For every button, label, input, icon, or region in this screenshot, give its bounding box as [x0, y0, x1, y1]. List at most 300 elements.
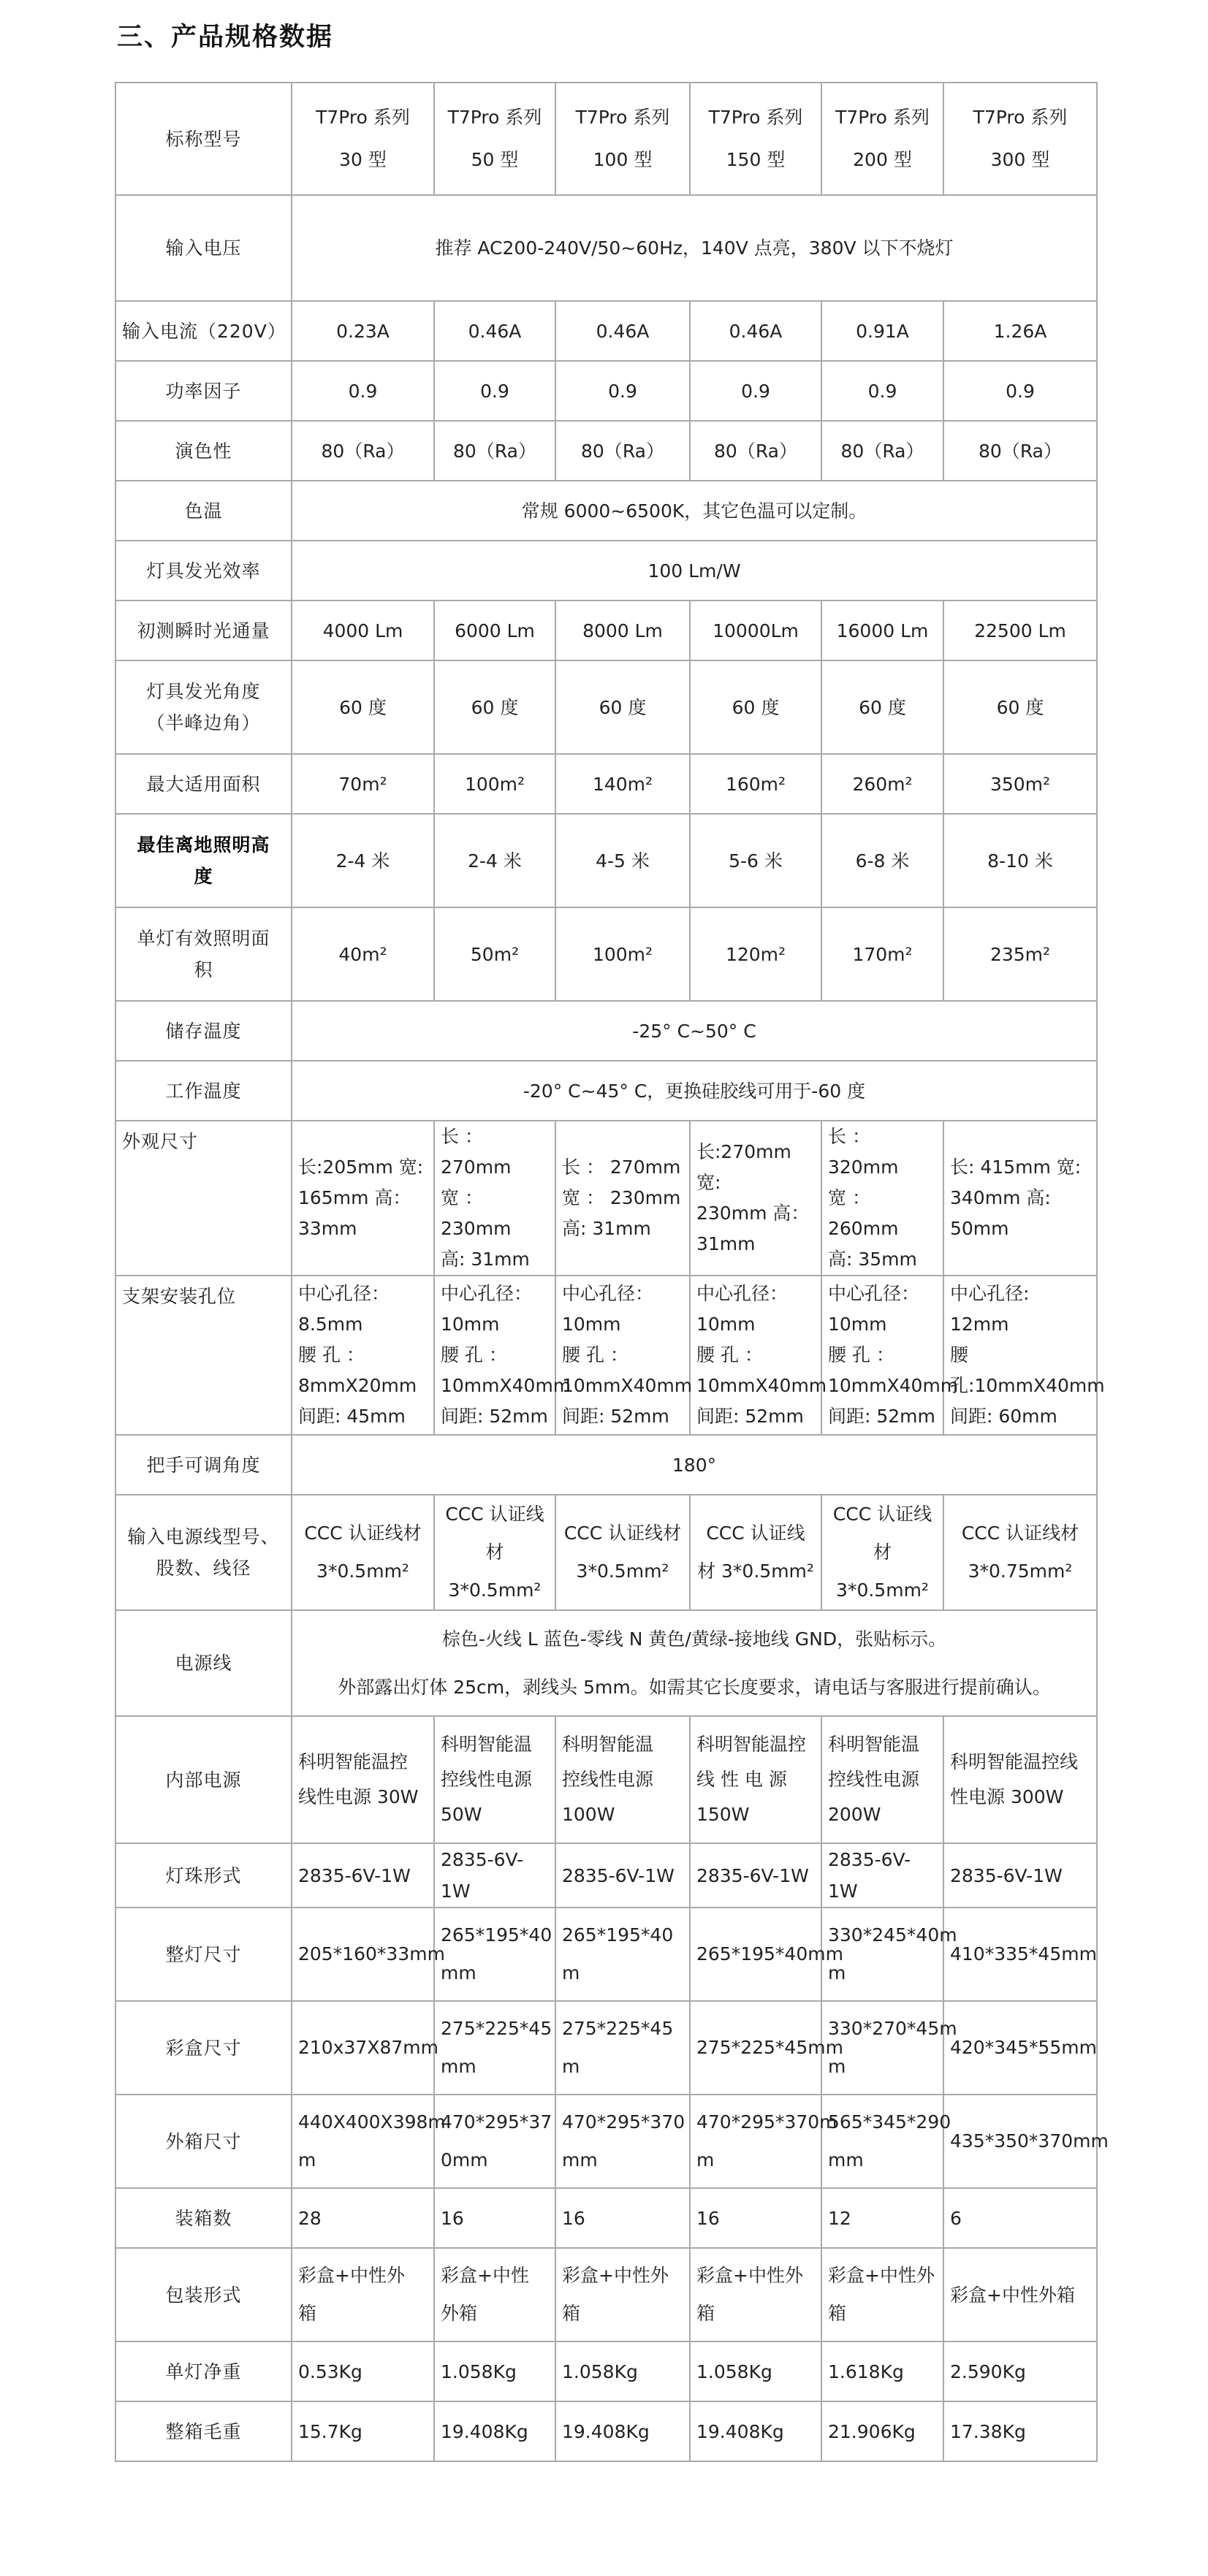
cell-line: 宽 ： 260mm: [828, 1187, 899, 1239]
cell-line: 470*295*370m: [696, 2111, 837, 2133]
row-label: [115, 301, 292, 361]
cell-line: 0.46A: [729, 320, 783, 342]
value-cell: [292, 2401, 434, 2461]
merged-value-cell: [292, 481, 1097, 541]
cell-line: 0.23A: [336, 320, 390, 342]
cell-line: 间距: 52mm: [696, 1406, 804, 1427]
value-cell: [821, 2095, 951, 2188]
cell-line: 彩盒尺寸: [165, 2037, 242, 2059]
value-cell: [555, 361, 690, 421]
cell-line: 股数、线径: [156, 1558, 251, 1579]
cell-line: 腰 孔 ：: [696, 1344, 763, 1365]
cell-line: 积: [194, 959, 213, 980]
cell-line: 灯珠形式: [165, 1864, 242, 1886]
value-cell: [555, 2001, 690, 2095]
cell-line: 材 3*0.5mm²: [697, 1561, 814, 1582]
value-cell: [555, 421, 690, 481]
cell-line: 470*295*37: [441, 2111, 552, 2133]
cell-line: 0.91A: [856, 320, 909, 342]
cell-line: CCC 认证线材: [304, 1523, 422, 1544]
cell-line: 0.9: [867, 380, 897, 402]
value-cell: [821, 907, 943, 1001]
cell-line: 输入电流（220V）: [122, 320, 286, 342]
value-cell: [690, 1843, 821, 1908]
cell-line: 235m²: [989, 943, 1051, 965]
table-row: [115, 814, 1097, 907]
cell-line: -20° C~45° C，更换硅胶线可用于-60 度: [523, 1080, 866, 1102]
cell-line: 2835-6V-1W: [696, 1864, 809, 1886]
value-cell: [555, 814, 690, 907]
cell-line: 腰 孔 ：: [828, 1344, 894, 1365]
cell-line: 16: [696, 2207, 720, 2229]
value-cell: [434, 814, 555, 907]
cell-line: 长 ： 270mm: [441, 1126, 512, 1178]
cell-line: m: [298, 2149, 316, 2171]
cell-line: 长: 415mm 宽:: [950, 1156, 1082, 1178]
value-cell: [821, 754, 943, 814]
cell-line: 腰 孔 ：: [298, 1344, 365, 1365]
value-cell: [434, 2188, 555, 2248]
value-cell: [292, 814, 434, 907]
merged-value-cell: [292, 1610, 1097, 1716]
value-cell: [555, 1276, 693, 1435]
value-cell: [821, 1716, 943, 1843]
cell-line: 50 型: [471, 149, 519, 170]
cell-line: mm: [828, 2149, 864, 2171]
table-row: [115, 2401, 1097, 2461]
cell-line: 度: [194, 866, 213, 887]
row-label: [115, 83, 292, 195]
value-cell: [690, 601, 821, 660]
cell-line: 中心孔径：: [562, 1283, 654, 1304]
cell-line: 材 3*0.5mm²: [448, 1542, 542, 1601]
value-cell: [943, 1843, 1097, 1908]
value-cell: [434, 1908, 555, 2001]
value-cell: [434, 1276, 571, 1435]
cell-line: 33mm: [298, 1218, 357, 1239]
value-cell: [943, 2001, 1097, 2095]
cell-line: 2835-6V-1W: [441, 1849, 524, 1902]
value-cell: [690, 421, 821, 481]
cell-line: 160m²: [725, 773, 786, 795]
cell-line: 输入电源线型号、: [127, 1526, 280, 1547]
cell-line: 17.38Kg: [950, 2420, 1026, 2442]
cell-line: 线性电源 30W: [298, 1786, 419, 1807]
cell-line: 最大适用面积: [146, 773, 261, 795]
cell-line: 功率因子: [165, 380, 242, 402]
cell-line: 腰 孔 ：: [562, 1344, 628, 1365]
table-row: [115, 1435, 1097, 1495]
value-cell: [690, 2001, 843, 2095]
value-cell: [821, 1276, 959, 1435]
cell-line: 200W: [828, 1804, 881, 1825]
table-row: [115, 2341, 1097, 2401]
cell-line: 8000 Lm: [582, 620, 663, 641]
cell-line: 彩盒+中性外: [828, 2265, 935, 2286]
table-row: [115, 1001, 1097, 1061]
cell-line: 灯具发光角度: [146, 681, 261, 702]
cell-line: 21.906Kg: [828, 2420, 916, 2442]
cell-line: 435*350*370mm: [950, 2130, 1109, 2152]
merged-value-cell: [292, 541, 1097, 601]
cell-line: 10mm: [828, 1314, 887, 1335]
row-label: [115, 2341, 292, 2401]
cell-line: 2-4 米: [335, 850, 390, 872]
row-label: [115, 1843, 292, 1908]
cell-line: 科明智能温: [562, 1734, 654, 1755]
table-row: [115, 2095, 1097, 2188]
row-label: [115, 1121, 292, 1276]
value-cell: [821, 2341, 943, 2401]
cell-line: 60 度: [471, 696, 519, 718]
cell-line: 长 ： 320mm: [828, 1126, 899, 1178]
cell-line: 初测瞬时光通量: [137, 620, 270, 641]
cell-line: 28: [298, 2207, 322, 2229]
cell-line: 60 度: [859, 696, 906, 718]
row-label: [115, 1908, 292, 2001]
cell-line: 120m²: [725, 943, 786, 965]
cell-line: m: [696, 2149, 715, 2171]
cell-line: 0.9: [348, 380, 378, 402]
value-cell: [555, 1121, 690, 1276]
value-cell: [690, 2341, 821, 2401]
model-header-cell: [943, 83, 1097, 195]
value-cell: [555, 2095, 690, 2188]
cell-line: mm: [562, 2149, 598, 2171]
value-cell: [943, 1121, 1097, 1276]
value-cell: [292, 754, 434, 814]
row-label: [115, 1716, 292, 1843]
cell-line: 15.7Kg: [298, 2420, 362, 2442]
row-label: [115, 2401, 292, 2461]
table-row: [115, 83, 1097, 195]
table-row: [115, 481, 1097, 541]
cell-line: 支架安装孔位: [122, 1286, 237, 1307]
cell-line: 10mmX40mm: [828, 1375, 959, 1396]
cell-line: 把手可调角度: [146, 1454, 261, 1476]
value-cell: [943, 301, 1097, 361]
cell-line: 30 型: [339, 149, 387, 170]
cell-line: 间距: 52mm: [562, 1406, 669, 1427]
table-row: [115, 1908, 1097, 2001]
row-label: [115, 2001, 292, 2095]
cell-line: 8-10 米: [987, 850, 1053, 872]
cell-line: 330*270*45m: [828, 2018, 957, 2039]
cell-line: 340mm 高: 50mm: [950, 1187, 1051, 1239]
cell-line: 3*0.5mm²: [316, 1561, 409, 1582]
cell-line: 外观尺寸: [122, 1131, 199, 1152]
value-cell: [690, 1276, 827, 1435]
value-cell: [434, 754, 555, 814]
value-cell: [292, 2188, 434, 2248]
value-cell: [555, 2401, 690, 2461]
cell-line: m: [562, 1962, 580, 1984]
value-cell: [555, 907, 690, 1001]
cell-line: 整灯尺寸: [165, 1943, 242, 1965]
value-cell: [434, 421, 555, 481]
cell-line: 2835-6V-1W: [828, 1849, 911, 1902]
model-header-cell: [292, 83, 434, 195]
cell-line: 控线性电源: [441, 1769, 533, 1790]
cell-line: 0.9: [1006, 380, 1035, 402]
value-cell: [434, 1495, 555, 1610]
cell-line: 1.26A: [993, 320, 1047, 342]
spec-table: [115, 82, 1109, 2462]
row-label: [115, 1001, 292, 1061]
value-cell: [555, 2188, 690, 2248]
value-cell: [821, 2248, 943, 2341]
cell-line: 565*345*290: [828, 2111, 951, 2133]
value-cell: [555, 1495, 690, 1610]
value-cell: [292, 361, 434, 421]
cell-line: 长 ： 270mm: [562, 1156, 681, 1178]
cell-line: 0.9: [480, 380, 509, 402]
cell-line: 电源线: [175, 1653, 232, 1674]
cell-line: 0mm: [441, 2149, 488, 2171]
value-cell: [690, 1495, 821, 1610]
cell-line: 中心孔径：: [298, 1283, 390, 1304]
cell-line: 0.46A: [596, 320, 650, 342]
row-label: [115, 2095, 292, 2188]
cell-line: 宽 ： 230mm: [562, 1187, 681, 1208]
cell-line: 210x37X87mm: [298, 2037, 438, 2058]
table-row: [115, 1276, 1097, 1435]
cell-line: -25° C~50° C: [632, 1020, 756, 1042]
value-cell: [943, 754, 1097, 814]
cell-line: T7Pro 系列: [973, 107, 1068, 128]
value-cell: [434, 2341, 555, 2401]
cell-line: 6-8 米: [855, 850, 910, 872]
table-row: [115, 301, 1097, 361]
cell-line: 间距: 52mm: [828, 1406, 935, 1427]
cell-line: 440X400X398m: [298, 2111, 446, 2133]
value-cell: [943, 2188, 1097, 2248]
value-cell: [821, 1908, 957, 2001]
model-header-cell: [434, 83, 555, 195]
cell-line: 80（Ra）: [321, 440, 405, 462]
value-cell: [821, 421, 943, 481]
merged-value-cell: [292, 1061, 1097, 1121]
cell-line: 单灯有效照明面: [137, 928, 270, 949]
cell-line: 180°: [672, 1454, 717, 1476]
value-cell: [943, 1908, 1097, 2001]
cell-line: CCC 认证线: [832, 1504, 932, 1525]
value-cell: [434, 2001, 555, 2095]
row-label: [115, 541, 292, 601]
value-cell: [434, 907, 555, 1001]
cell-line: 100 型: [593, 149, 653, 170]
table-row: [115, 601, 1097, 660]
value-cell: [434, 361, 555, 421]
cell-line: 科明智能温控: [696, 1734, 807, 1755]
table-row: [115, 421, 1097, 481]
table-row: [115, 1121, 1097, 1276]
value-cell: [821, 2001, 957, 2095]
cell-line: T7Pro 系列: [835, 107, 930, 128]
cell-line: CCC 认证线: [706, 1523, 805, 1544]
value-cell: [292, 2095, 446, 2188]
cell-line: 彩盒+中性外: [562, 2265, 669, 2286]
row-label: [115, 754, 292, 814]
model-header-cell: [555, 83, 690, 195]
cell-line: T7Pro 系列: [708, 107, 803, 128]
cell-line: T7Pro 系列: [316, 107, 410, 128]
value-cell: [690, 754, 821, 814]
value-cell: [292, 1276, 434, 1435]
cell-line: 60 度: [339, 696, 387, 718]
cell-line: 储存温度: [165, 1020, 242, 1042]
value-cell: [690, 814, 821, 907]
value-cell: [943, 1495, 1097, 1610]
cell-line: 1.058Kg: [696, 2360, 772, 2382]
cell-line: 内部电源: [165, 1769, 242, 1791]
cell-line: 箱: [298, 2303, 317, 2324]
cell-line: 腰孔:10mmX40mm: [950, 1344, 1105, 1396]
table-row: [115, 754, 1097, 814]
cell-line: 高: 31mm: [562, 1218, 651, 1239]
cell-line: 80（Ra）: [840, 440, 924, 462]
value-cell: [943, 660, 1097, 754]
cell-line: 2835-6V-1W: [298, 1864, 411, 1886]
table-row: [115, 1843, 1097, 1908]
value-cell: [292, 421, 434, 481]
cell-line: m: [828, 1962, 846, 1984]
value-cell: [292, 907, 434, 1001]
row-label: [115, 601, 292, 660]
value-cell: [434, 660, 555, 754]
value-cell: [821, 1495, 943, 1610]
value-cell: [434, 2248, 555, 2341]
cell-line: 19.408Kg: [562, 2420, 650, 2442]
cell-line: 19.408Kg: [441, 2420, 528, 2442]
row-label: [115, 1276, 292, 1435]
cell-line: 1.058Kg: [562, 2360, 638, 2382]
table-row: [115, 2248, 1097, 2341]
cell-line: 16: [562, 2207, 585, 2229]
cell-line: 腰 孔 ：: [441, 1344, 507, 1365]
cell-line: 最佳离地照明高: [137, 834, 270, 856]
merged-value-cell: [292, 1435, 1097, 1495]
cell-line: 整箱毛重: [165, 2420, 242, 2442]
cell-line: 100W: [562, 1804, 615, 1825]
value-cell: [292, 1495, 434, 1610]
cell-line: 2835-6V-1W: [950, 1864, 1063, 1886]
cell-line: 12: [828, 2207, 851, 2229]
row-label: [115, 481, 292, 541]
cell-line: 265*195*40: [441, 1924, 552, 1946]
cell-line: 265*195*40mm: [696, 1943, 843, 1965]
cell-line: 10mmX40mm: [441, 1375, 571, 1396]
cell-line: 0.46A: [468, 320, 522, 342]
cell-line: 科明智能温控: [298, 1751, 409, 1772]
cell-line: 彩盒+中性外箱: [950, 2284, 1075, 2306]
row-label: [115, 660, 292, 754]
value-cell: [690, 2248, 821, 2341]
cell-line: 宽 ： 230mm: [441, 1187, 512, 1239]
cell-line: 控线性电源: [562, 1769, 654, 1790]
row-label: [115, 1061, 292, 1121]
cell-line: 80（Ra）: [979, 440, 1062, 462]
value-cell: [292, 2248, 434, 2341]
row-label: [115, 2248, 292, 2341]
value-cell: [690, 660, 821, 754]
cell-line: CCC 认证线材: [961, 1523, 1079, 1544]
cell-line: 外箱尺寸: [165, 2130, 242, 2152]
value-cell: [943, 2401, 1097, 2461]
cell-line: 3*0.75mm²: [968, 1561, 1073, 1582]
table-row: [115, 2188, 1097, 2248]
cell-line: 棕色-火线 L 蓝色-零线 N 黄色/黄绿-接地线 GND，张贴标示。: [441, 1628, 947, 1650]
cell-line: 100m²: [592, 943, 653, 965]
cell-line: 箱: [562, 2303, 581, 2324]
cell-line: 10000Lm: [713, 620, 799, 641]
cell-line: 10mm: [696, 1314, 756, 1335]
cell-line: 输入电压: [165, 237, 242, 259]
cell-line: 中心孔径：: [696, 1283, 789, 1304]
cell-line: 150W: [696, 1804, 750, 1825]
value-cell: [555, 2341, 690, 2401]
merged-value-cell: [292, 1001, 1097, 1061]
value-cell: [555, 301, 690, 361]
cell-line: 常规 6000~6500K，其它色温可以定制。: [521, 500, 867, 522]
cell-line: 0.53Kg: [298, 2360, 362, 2382]
cell-line: 演色性: [175, 440, 232, 462]
cell-line: 彩盒+中性外: [696, 2265, 803, 2286]
cell-line: 标称型号: [165, 128, 242, 150]
cell-line: 100m²: [464, 773, 525, 795]
value-cell: [943, 2341, 1097, 2401]
cell-line: 410*335*45mm: [950, 1943, 1097, 1965]
value-cell: [821, 2401, 943, 2461]
value-cell: [292, 1716, 434, 1843]
value-cell: [821, 301, 943, 361]
value-cell: [434, 2401, 555, 2461]
cell-line: 60 度: [599, 696, 647, 718]
cell-line: 箱: [828, 2303, 847, 2324]
value-cell: [821, 601, 943, 660]
model-header-cell: [821, 83, 943, 195]
value-cell: [821, 660, 943, 754]
cell-line: 2.590Kg: [950, 2360, 1026, 2382]
cell-line: 推荐 AC200-240V/50~60Hz，140V 点亮，380V 以下不烧灯: [435, 237, 954, 259]
row-label: [115, 814, 292, 907]
table-row: [115, 1495, 1097, 1610]
cell-line: 科明智能温控线: [950, 1751, 1079, 1772]
value-cell: [555, 1716, 690, 1843]
cell-line: 高: 35mm: [828, 1249, 917, 1270]
cell-line: 长:205mm 宽:: [298, 1156, 424, 1178]
cell-line: （半峰边角）: [146, 712, 261, 733]
cell-line: 8.5mm: [298, 1314, 363, 1335]
value-cell: [292, 660, 434, 754]
cell-line: 60 度: [732, 696, 780, 718]
value-cell: [943, 1716, 1097, 1843]
cell-line: 100 Lm/W: [647, 560, 741, 582]
cell-line: T7Pro 系列: [575, 107, 670, 128]
cell-line: 300 型: [990, 149, 1050, 170]
cell-line: 275*225*45mm: [696, 2037, 843, 2058]
cell-line: 外箱: [441, 2303, 478, 2324]
cell-line: 10mm: [562, 1314, 621, 1335]
cell-line: 470*295*370: [562, 2111, 685, 2133]
cell-line: 2835-6V-1W: [562, 1864, 675, 1886]
cell-line: m: [562, 2056, 580, 2077]
cell-line: 170m²: [852, 943, 913, 965]
cell-line: 箱: [696, 2303, 715, 2324]
value-cell: [943, 907, 1097, 1001]
table-row: [115, 660, 1097, 754]
cell-line: 31mm: [696, 1233, 756, 1254]
